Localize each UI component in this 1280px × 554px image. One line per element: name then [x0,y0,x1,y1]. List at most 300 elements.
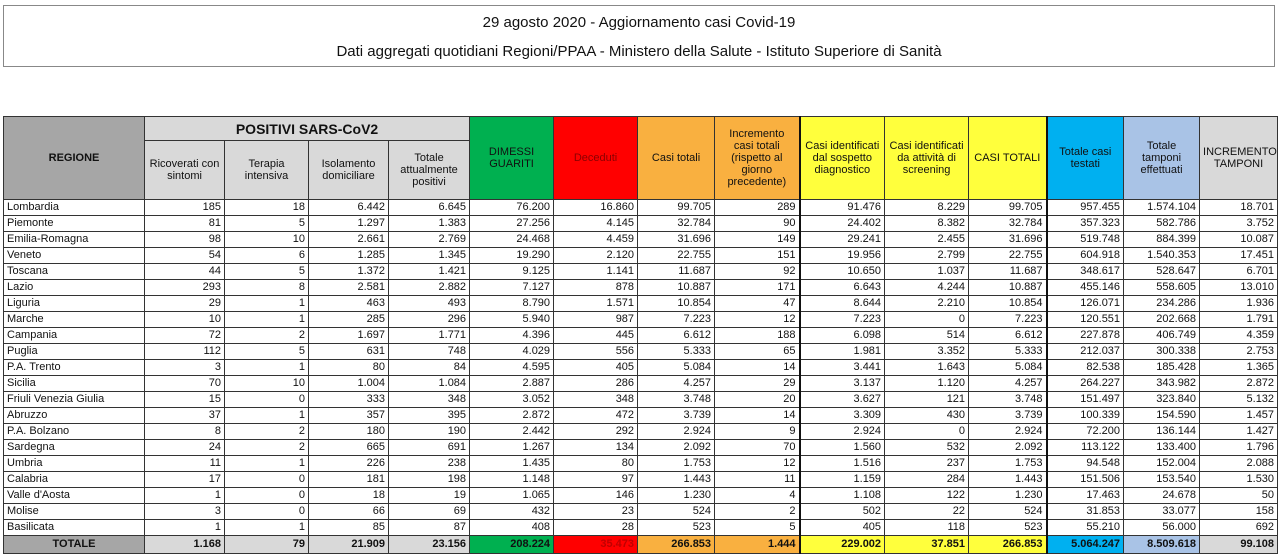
value-cell: 285 [309,312,389,328]
value-cell: 1.120 [885,376,969,392]
region-cell: Marche [4,312,145,328]
header-deceduti: Deceduti [554,117,638,200]
value-cell: 19.956 [800,248,885,264]
value-cell: 92 [715,264,800,280]
table-row [4,408,1278,424]
value-cell: 6.701 [1200,264,1278,280]
value-cell: 10.887 [969,280,1047,296]
value-cell: 79 [225,536,309,554]
value-cell: 3.748 [969,392,1047,408]
header-positivi-group: POSITIVI SARS-CoV2 [145,117,470,141]
value-cell: 1.571 [554,296,638,312]
value-cell: 406.749 [1124,328,1200,344]
value-cell: 113.122 [1047,440,1124,456]
value-cell: 2.887 [470,376,554,392]
value-cell: 24.468 [470,232,554,248]
value-cell: 23 [554,504,638,520]
value-cell: 24 [145,440,225,456]
value-cell: 3.752 [1200,216,1278,232]
value-cell: 171 [715,280,800,296]
value-cell: 1 [225,456,309,472]
value-cell: 1 [225,296,309,312]
header-totale-casi-testati: Totale casi testati [1047,117,1124,200]
value-cell: 10.650 [800,264,885,280]
value-cell: 528.647 [1124,264,1200,280]
region-cell: Molise [4,504,145,520]
value-cell: 100.339 [1047,408,1124,424]
value-cell: 4.145 [554,216,638,232]
value-cell: 266.853 [638,536,715,554]
value-cell: 15 [145,392,225,408]
value-cell: 17.451 [1200,248,1278,264]
value-cell: 1.345 [389,248,470,264]
value-cell: 11 [715,472,800,488]
value-cell: 604.918 [1047,248,1124,264]
value-cell: 1.108 [800,488,885,504]
value-cell: 1.148 [470,472,554,488]
region-cell: Sardegna [4,440,145,456]
value-cell: 84 [389,360,470,376]
region-cell: Campania [4,328,145,344]
header-casi-screening: Casi identificati da attività di screening [885,117,969,200]
value-cell: 1.065 [470,488,554,504]
region-cell: Lombardia [4,200,145,216]
value-cell: 190 [389,424,470,440]
value-cell: 24.678 [1124,488,1200,504]
value-cell: 2.455 [885,232,969,248]
value-cell: 463 [309,296,389,312]
value-cell: 234.286 [1124,296,1200,312]
value-cell: 2 [715,504,800,520]
table-row [4,296,1278,312]
value-cell: 11.687 [969,264,1047,280]
value-cell: 151.506 [1047,472,1124,488]
title-box [3,5,1275,67]
value-cell: 1.560 [800,440,885,456]
value-cell: 72.200 [1047,424,1124,440]
value-cell: 6.098 [800,328,885,344]
region-cell: Friuli Venezia Giulia [4,392,145,408]
header-regione: REGIONE [4,117,145,200]
value-cell: 524 [969,504,1047,520]
value-cell: 1.427 [1200,424,1278,440]
value-cell: 472 [554,408,638,424]
value-cell: 0 [225,472,309,488]
value-cell: 519.748 [1047,232,1124,248]
value-cell: 8 [225,280,309,296]
value-cell: 37.851 [885,536,969,554]
region-cell: Emilia-Romagna [4,232,145,248]
value-cell: 31.853 [1047,504,1124,520]
value-cell: 4.257 [969,376,1047,392]
value-cell: 70 [715,440,800,456]
value-cell: 22 [885,504,969,520]
value-cell: 523 [969,520,1047,536]
region-cell: Sicilia [4,376,145,392]
region-cell: Piemonte [4,216,145,232]
value-cell: 3.309 [800,408,885,424]
covid-data-table [3,116,1278,554]
table-row [4,376,1278,392]
value-cell: 134 [554,440,638,456]
value-cell: 2 [225,424,309,440]
table-row [4,216,1278,232]
value-cell: 266.853 [969,536,1047,554]
value-cell: 2.092 [969,440,1047,456]
value-cell: 44 [145,264,225,280]
region-cell: Abruzzo [4,408,145,424]
value-cell: 55.210 [1047,520,1124,536]
value-cell: 238 [389,456,470,472]
value-cell: 28 [554,520,638,536]
value-cell: 120.551 [1047,312,1124,328]
value-cell: 4 [715,488,800,504]
value-cell: 2.769 [389,232,470,248]
value-cell: 1.540.353 [1124,248,1200,264]
value-cell: 1 [145,520,225,536]
value-cell: 3 [145,504,225,520]
value-cell: 1.697 [309,328,389,344]
value-cell: 2.924 [969,424,1047,440]
value-cell: 1.421 [389,264,470,280]
value-cell: 126.071 [1047,296,1124,312]
value-cell: 17.463 [1047,488,1124,504]
value-cell: 8.644 [800,296,885,312]
value-cell: 8.509.618 [1124,536,1200,554]
value-cell: 748 [389,344,470,360]
value-cell: 118 [885,520,969,536]
value-cell: 5 [225,216,309,232]
value-cell: 523 [638,520,715,536]
value-cell: 80 [554,456,638,472]
value-cell: 10.087 [1200,232,1278,248]
value-cell: 5.132 [1200,392,1278,408]
value-cell: 692 [1200,520,1278,536]
value-cell: 2.120 [554,248,638,264]
value-cell: 91.476 [800,200,885,216]
value-cell: 333 [309,392,389,408]
page-title: 29 agosto 2020 - Aggiornamento casi Covid-19 [482,14,796,31]
value-cell: 1.365 [1200,360,1278,376]
value-cell: 7.223 [638,312,715,328]
header-incremento-casi: Incremento casi totali (rispetto al giorno precedente) [715,117,800,200]
header-ricoverati: Ricoverati con sintomi [145,141,225,200]
value-cell: 1.168 [145,536,225,554]
value-cell: 81 [145,216,225,232]
value-cell: 16.860 [554,200,638,216]
value-cell: 1.383 [389,216,470,232]
value-cell: 1.530 [1200,472,1278,488]
region-cell: Veneto [4,248,145,264]
value-cell: 408 [470,520,554,536]
value-cell: 0 [225,488,309,504]
value-cell: 296 [389,312,470,328]
value-cell: 1.443 [638,472,715,488]
value-cell: 99.705 [969,200,1047,216]
value-cell: 665 [309,440,389,456]
value-cell: 5.333 [638,344,715,360]
table-body [4,200,1278,554]
value-cell: 1.230 [638,488,715,504]
value-cell: 227.878 [1047,328,1124,344]
value-cell: 6.442 [309,200,389,216]
table-row [4,392,1278,408]
value-cell: 32.784 [969,216,1047,232]
value-cell: 348 [389,392,470,408]
table-row [4,280,1278,296]
value-cell: 4.359 [1200,328,1278,344]
value-cell: 94.548 [1047,456,1124,472]
value-cell: 2.924 [638,424,715,440]
value-cell: 22.755 [969,248,1047,264]
value-cell: 1.285 [309,248,389,264]
value-cell: 158 [1200,504,1278,520]
value-cell: 5.064.247 [1047,536,1124,554]
value-cell: 8.790 [470,296,554,312]
value-cell: 1.297 [309,216,389,232]
value-cell: 70 [145,376,225,392]
value-cell: 3.739 [638,408,715,424]
value-cell: 2.872 [1200,376,1278,392]
value-cell: 5.084 [969,360,1047,376]
value-cell: 2.442 [470,424,554,440]
value-cell: 18.701 [1200,200,1278,216]
value-cell: 188 [715,328,800,344]
value-cell: 7.223 [800,312,885,328]
value-cell: 198 [389,472,470,488]
value-cell: 3.748 [638,392,715,408]
value-cell: 455.146 [1047,280,1124,296]
header-totale-tamponi: Totale tamponi effettuati [1124,117,1200,200]
value-cell: 65 [715,344,800,360]
value-cell: 29 [145,296,225,312]
value-cell: 432 [470,504,554,520]
value-cell: 10 [225,376,309,392]
value-cell: 2 [225,328,309,344]
value-cell: 3.137 [800,376,885,392]
value-cell: 0 [225,504,309,520]
value-cell: 878 [554,280,638,296]
value-cell: 226 [309,456,389,472]
value-cell: 1.791 [1200,312,1278,328]
value-cell: 90 [715,216,800,232]
value-cell: 50 [1200,488,1278,504]
value-cell: 154.590 [1124,408,1200,424]
value-cell: 284 [885,472,969,488]
region-cell: Umbria [4,456,145,472]
value-cell: 6.612 [638,328,715,344]
value-cell: 8 [145,424,225,440]
value-cell: 10 [145,312,225,328]
value-cell: 6.645 [389,200,470,216]
region-cell: TOTALE [4,536,145,554]
value-cell: 5.940 [470,312,554,328]
value-cell: 56.000 [1124,520,1200,536]
value-cell: 343.982 [1124,376,1200,392]
value-cell: 2.799 [885,248,969,264]
value-cell: 1.267 [470,440,554,456]
value-cell: 185 [145,200,225,216]
value-cell: 1.643 [885,360,969,376]
value-cell: 29 [715,376,800,392]
header-casi-totali: Casi totali [638,117,715,200]
value-cell: 151.497 [1047,392,1124,408]
region-cell: Toscana [4,264,145,280]
value-cell: 6.612 [969,328,1047,344]
value-cell: 5 [715,520,800,536]
region-cell: Liguria [4,296,145,312]
table-row [4,200,1278,216]
value-cell: 357.323 [1047,216,1124,232]
value-cell: 99.108 [1200,536,1278,554]
value-cell: 149 [715,232,800,248]
table-row [4,312,1278,328]
value-cell: 558.605 [1124,280,1200,296]
value-cell: 987 [554,312,638,328]
value-cell: 1.574.104 [1124,200,1200,216]
value-cell: 1 [225,312,309,328]
value-cell: 12 [715,312,800,328]
value-cell: 2.581 [309,280,389,296]
table-row [4,504,1278,520]
value-cell: 3.739 [969,408,1047,424]
value-cell: 5.333 [969,344,1047,360]
header-casi-sospetto-diagnostico: Casi identificati dal sospetto diagnostico [800,117,885,200]
value-cell: 4.244 [885,280,969,296]
value-cell: 208.224 [470,536,554,554]
value-cell: 289 [715,200,800,216]
value-cell: 72 [145,328,225,344]
value-cell: 1 [225,408,309,424]
value-cell: 691 [389,440,470,456]
value-cell: 1.004 [309,376,389,392]
value-cell: 405 [800,520,885,536]
value-cell: 29.241 [800,232,885,248]
table-row [4,264,1278,280]
value-cell: 4.029 [470,344,554,360]
value-cell: 146 [554,488,638,504]
value-cell: 0 [885,424,969,440]
value-cell: 286 [554,376,638,392]
value-cell: 32.784 [638,216,715,232]
value-cell: 5 [225,264,309,280]
value-cell: 357 [309,408,389,424]
value-cell: 884.399 [1124,232,1200,248]
value-cell: 1.372 [309,264,389,280]
value-cell: 10 [225,232,309,248]
value-cell: 13.010 [1200,280,1278,296]
value-cell: 122 [885,488,969,504]
header-isolamento: Isolamento domiciliare [309,141,389,200]
value-cell: 98 [145,232,225,248]
value-cell: 1.796 [1200,440,1278,456]
value-cell: 153.540 [1124,472,1200,488]
value-cell: 2.210 [885,296,969,312]
value-cell: 3.627 [800,392,885,408]
value-cell: 54 [145,248,225,264]
value-cell: 582.786 [1124,216,1200,232]
value-cell: 405 [554,360,638,376]
value-cell: 6.643 [800,280,885,296]
value-cell: 85 [309,520,389,536]
value-cell: 11 [145,456,225,472]
value-cell: 348.617 [1047,264,1124,280]
value-cell: 212.037 [1047,344,1124,360]
totals-row [4,536,1278,554]
table-row [4,328,1278,344]
value-cell: 35.473 [554,536,638,554]
value-cell: 136.144 [1124,424,1200,440]
value-cell: 14 [715,360,800,376]
page-subtitle: Dati aggregati quotidiani Regioni/PPAA - Ministero della Salute - Istituto Superiore di Sanità [336,43,942,60]
value-cell: 4.595 [470,360,554,376]
value-cell: 2.882 [389,280,470,296]
value-cell: 1.141 [554,264,638,280]
value-cell: 133.400 [1124,440,1200,456]
value-cell: 1.230 [969,488,1047,504]
value-cell: 229.002 [800,536,885,554]
value-cell: 7.127 [470,280,554,296]
value-cell: 112 [145,344,225,360]
value-cell: 1.753 [638,456,715,472]
value-cell: 1.443 [969,472,1047,488]
value-cell: 18 [309,488,389,504]
value-cell: 2.872 [470,408,554,424]
value-cell: 1 [225,360,309,376]
value-cell: 3.052 [470,392,554,408]
value-cell: 1.753 [969,456,1047,472]
header-incremento-tamponi: INCREMENTO TAMPONI [1200,117,1278,200]
value-cell: 66 [309,504,389,520]
table-row [4,456,1278,472]
region-cell: Calabria [4,472,145,488]
value-cell: 19.290 [470,248,554,264]
header-terapia-intensiva: Terapia intensiva [225,141,309,200]
value-cell: 4.396 [470,328,554,344]
value-cell: 2.088 [1200,456,1278,472]
value-cell: 76.200 [470,200,554,216]
value-cell: 31.696 [638,232,715,248]
table-row [4,248,1278,264]
value-cell: 957.455 [1047,200,1124,216]
value-cell: 4.257 [638,376,715,392]
value-cell: 430 [885,408,969,424]
value-cell: 9.125 [470,264,554,280]
value-cell: 3.441 [800,360,885,376]
value-cell: 20 [715,392,800,408]
value-cell: 0 [885,312,969,328]
table-row [4,360,1278,376]
value-cell: 445 [554,328,638,344]
value-cell: 1.435 [470,456,554,472]
header-totale-positivi: Totale attualmente positivi [389,141,470,200]
region-cell: Puglia [4,344,145,360]
value-cell: 10.887 [638,280,715,296]
header-casi-totali-2: CASI TOTALI [969,117,1047,200]
value-cell: 3 [145,360,225,376]
value-cell: 47 [715,296,800,312]
table-row [4,424,1278,440]
value-cell: 293 [145,280,225,296]
value-cell: 2.753 [1200,344,1278,360]
value-cell: 185.428 [1124,360,1200,376]
value-cell: 11.687 [638,264,715,280]
value-cell: 18 [225,200,309,216]
value-cell: 1.936 [1200,296,1278,312]
value-cell: 202.668 [1124,312,1200,328]
value-cell: 3.352 [885,344,969,360]
value-cell: 9 [715,424,800,440]
